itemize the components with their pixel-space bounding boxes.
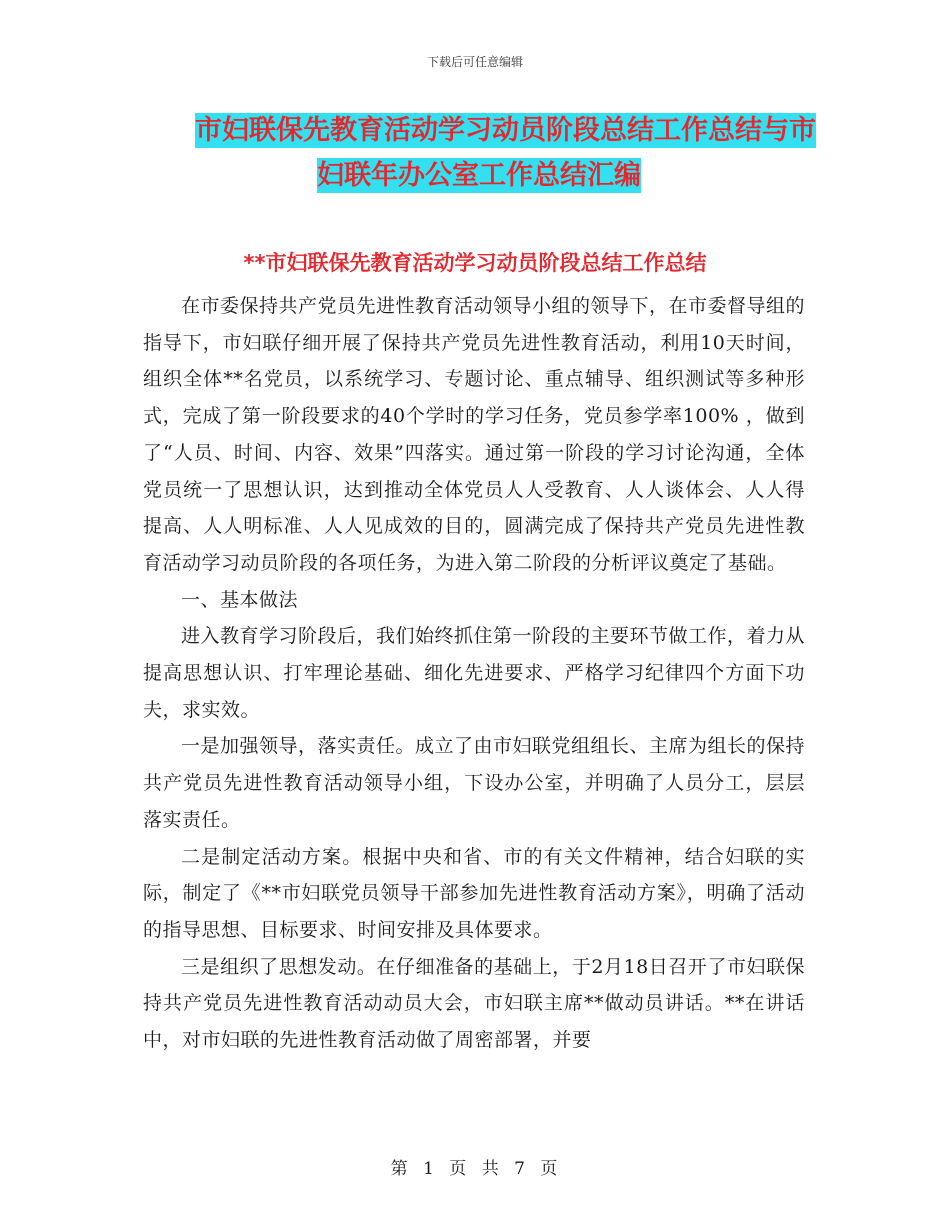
subsection-heading: 一、基本做法 xyxy=(181,588,299,611)
body-paragraph: 进入教育学习阶段后，我们始终抓住第一阶段的主要环节做工作，着力从提高思想认识、打牢理论基础、细化先进要求、严格学习纪律四个方面下功夫，求实效。 xyxy=(143,625,806,721)
document-title xyxy=(145,108,825,198)
body-paragraph: 一是加强领导，落实责任。成立了由市妇联党组组长、主席为组长的保持共产党员先进性教育活动领导小组，下设办公室，并明确了人员分工，层层落实责任。 xyxy=(143,735,806,831)
body-paragraph: 在市委保持共产党员先进性教育活动领导小组的领导下，在市委督导组的指导下，市妇联仔细开展了保持共产党员先进性教育活动，利用10天时间，组织全体**名党员，以系统学习、专题讨论、重点辅导、组织测试等多种形式，完成了第一阶段要求的40个学时的学习任务，党员参学率100% ，做到了“人员、时间、内容、效果”四落实。通过第一阶段的学习讨论沟通，全体党员统一了思想认识，达到推动全体党员人人受教育、人人谈体会、人人得提高、人人明标准、人人见成效的目的，圆满完成了保持共产党员先进性教育活动学习动员阶段的各项任务，为进入第二阶段的分析评议奠定了基础。 xyxy=(143,295,806,574)
body-paragraph: 二是制定活动方案。根据中央和省、市的有关文件精神，结合妇联的实际，制定了《**市妇联党员领导干部参加先进性教育活动方案》，明确了活动的指导思想、目标要求、时间安排及具体要求。 xyxy=(143,845,805,941)
document-title-line-2: 妇联年办公室工作总结汇编 xyxy=(317,160,641,191)
body-paragraph: 三是组织了思想发动。在仔细准备的基础上，于2月18日召开了市妇联保持共产党员先进性教育活动动员大会，市妇联主席**做动员讲话。**在讲话中，对市妇联的先进性教育活动做了周密部署，并要 xyxy=(143,955,805,1052)
document-title-line-1: 市妇联保先教育活动学习动员阶段总结工作总结与市 xyxy=(195,115,816,146)
page-header-note: 下载后可任意编辑 xyxy=(426,55,523,69)
page-number-footer: 第 1 页 共 7 页 xyxy=(390,1159,560,1179)
document-body xyxy=(143,288,805,1059)
section-heading: **市妇联保先教育活动学习动员阶段总结工作总结 xyxy=(243,251,707,275)
